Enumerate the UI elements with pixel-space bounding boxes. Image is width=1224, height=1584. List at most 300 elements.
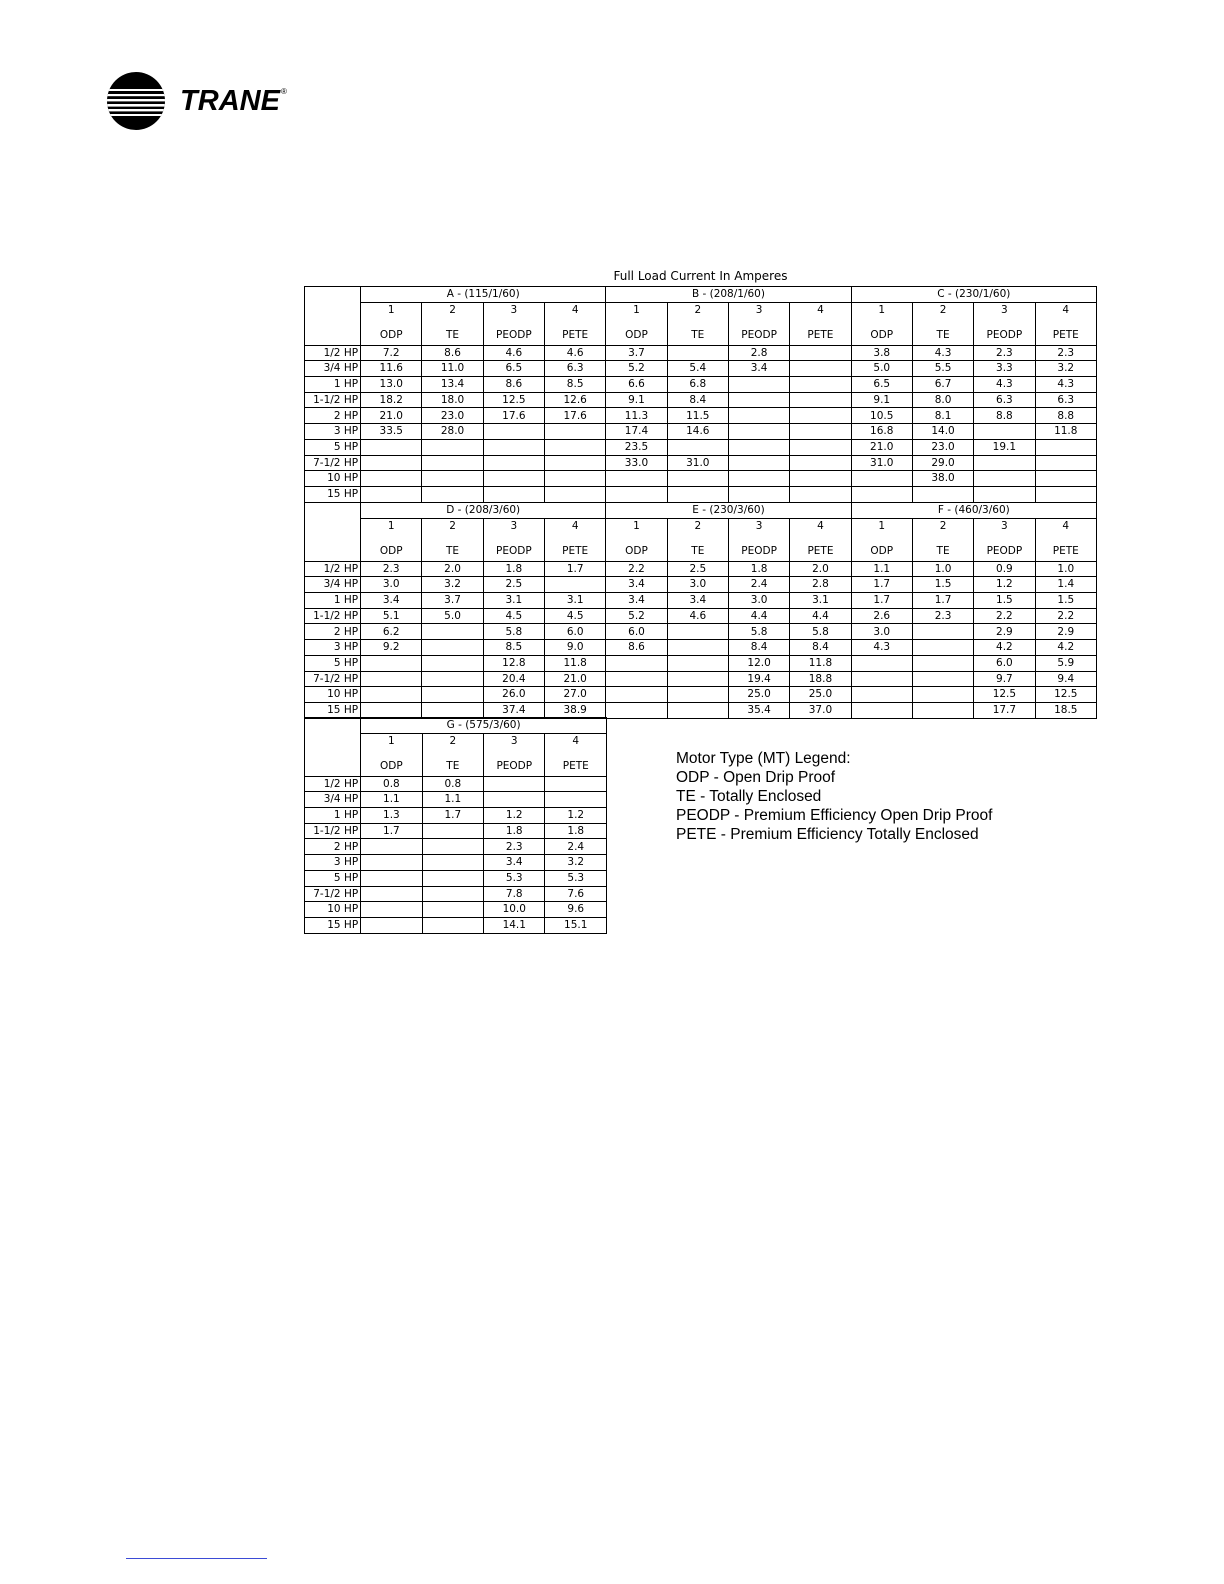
horsepower-label: 1/2 HP (305, 345, 361, 361)
current-cell (422, 471, 483, 487)
motor-type-number: 1 (388, 734, 395, 747)
current-cell (422, 855, 483, 871)
current-cell: 2.9 (1035, 624, 1096, 640)
motor-type-code: TE (446, 544, 460, 557)
current-cell (422, 839, 483, 855)
motor-type-header (422, 302, 483, 345)
current-cell: 2.3 (974, 345, 1035, 361)
current-cell (361, 870, 422, 886)
current-cell: 12.5 (483, 392, 544, 408)
brand-wordmark: TRANE (180, 85, 282, 117)
current-cell: 2.2 (974, 608, 1035, 624)
current-cell (483, 471, 544, 487)
current-cell: 3.7 (606, 345, 667, 361)
current-cell: 21.0 (545, 671, 606, 687)
motor-type-code: PEODP (496, 544, 532, 557)
legend-title: Motor Type (MT) Legend: (676, 750, 851, 767)
motor-type-number: 4 (1062, 519, 1070, 532)
motor-type-header (851, 302, 912, 345)
current-cell (422, 886, 483, 902)
motor-type-header (667, 518, 728, 561)
motor-type-header (790, 518, 851, 561)
table-row (305, 702, 1097, 718)
horsepower-label: 7-1/2 HP (305, 455, 361, 471)
motor-type-code: PETE (562, 328, 589, 341)
current-cell (667, 486, 728, 502)
current-cell (422, 687, 483, 703)
horsepower-label: 2 HP (305, 624, 361, 640)
current-cell (422, 702, 483, 718)
current-cell (422, 823, 483, 839)
motor-type-number: 3 (1001, 303, 1008, 316)
current-cell: 38.0 (912, 471, 973, 487)
motor-type-code: ODP (380, 759, 403, 772)
current-cell: 5.8 (483, 624, 544, 640)
current-cell: 18.2 (361, 392, 422, 408)
current-cell: 4.3 (912, 345, 973, 361)
current-cell: 27.0 (545, 687, 606, 703)
current-cell: 38.9 (545, 702, 606, 718)
motor-type-number: 4 (571, 519, 579, 532)
current-cell: 3.2 (422, 577, 483, 593)
table-row (305, 687, 1097, 703)
current-cell: 2.5 (483, 577, 544, 593)
current-cell (974, 424, 1035, 440)
current-cell: 3.8 (851, 345, 912, 361)
current-cell (361, 671, 422, 687)
motor-type-code: PETE (807, 328, 834, 341)
current-cell: 1.0 (1035, 561, 1096, 577)
motor-type-number: 1 (878, 519, 886, 532)
current-cell (790, 377, 851, 393)
current-cell: 1.3 (361, 808, 422, 824)
current-cell: 6.8 (667, 377, 728, 393)
current-cell: 5.8 (728, 624, 789, 640)
current-cell (606, 702, 667, 718)
current-cell: 35.4 (728, 702, 789, 718)
motor-type-number: 4 (572, 734, 580, 747)
current-cell: 9.0 (545, 640, 606, 656)
current-cell (667, 655, 728, 671)
current-cell: 19.4 (728, 671, 789, 687)
horsepower-label: 1-1/2 HP (305, 823, 361, 839)
current-cell: 4.6 (545, 345, 606, 361)
current-table-single-phase (304, 286, 1097, 503)
current-cell: 0.8 (422, 776, 483, 792)
legend-item: PEODP - Premium Efficiency Open Drip Proof (676, 807, 993, 824)
current-cell (361, 839, 422, 855)
current-table-three-phase (304, 502, 1097, 719)
horsepower-label: 1/2 HP (305, 776, 361, 792)
current-cell: 2.3 (484, 839, 545, 855)
motor-type-code: TE (446, 328, 460, 341)
current-cell: 13.0 (361, 377, 422, 393)
current-cell: 4.4 (728, 608, 789, 624)
motor-type-number: 1 (633, 519, 640, 532)
current-cell: 26.0 (483, 687, 544, 703)
current-cell: 7.2 (361, 345, 422, 361)
current-cell (1035, 455, 1096, 471)
current-cell (422, 455, 483, 471)
motor-type-header (545, 518, 606, 561)
current-cell: 1.5 (974, 593, 1035, 609)
table-row (305, 640, 1097, 656)
current-cell: 1.7 (422, 808, 483, 824)
current-cell (606, 486, 667, 502)
current-cell: 1.2 (545, 808, 607, 824)
table-row (305, 608, 1097, 624)
motor-type-header (361, 518, 422, 561)
voltage-group-header: C - (230/1/60) (851, 287, 1096, 303)
motor-type-row (305, 518, 1097, 561)
current-cell: 3.1 (483, 593, 544, 609)
table-row (305, 671, 1097, 687)
current-cell (912, 640, 973, 656)
current-cell (361, 687, 422, 703)
current-cell: 8.4 (790, 640, 851, 656)
current-cell: 19.1 (974, 439, 1035, 455)
current-cell (606, 687, 667, 703)
current-cell (974, 471, 1035, 487)
current-cell (790, 361, 851, 377)
legend-item: TE - Totally Enclosed (676, 788, 822, 805)
current-cell: 17.7 (974, 702, 1035, 718)
motor-type-number: 2 (449, 519, 456, 532)
motor-type-header (483, 302, 544, 345)
current-cell (361, 702, 422, 718)
motor-type-number: 3 (755, 519, 763, 532)
voltage-group-header: A - (115/1/60) (361, 287, 606, 303)
current-cell: 5.2 (606, 361, 667, 377)
current-cell: 1.1 (851, 561, 912, 577)
current-cell (545, 792, 607, 808)
horsepower-label: 7-1/2 HP (305, 671, 361, 687)
current-cell: 6.0 (974, 655, 1035, 671)
current-cell: 2.2 (606, 561, 667, 577)
voltage-group-header: G - (575/3/60) (361, 718, 607, 734)
motor-type-header (484, 733, 545, 776)
table-row (305, 855, 607, 871)
current-cell: 14.6 (667, 424, 728, 440)
current-cell (545, 471, 606, 487)
current-cell: 6.0 (545, 624, 606, 640)
current-cell: 3.2 (545, 855, 607, 871)
current-cell: 5.0 (851, 361, 912, 377)
current-cell: 5.9 (1035, 655, 1096, 671)
current-cell: 2.3 (1035, 345, 1096, 361)
current-cell: 3.1 (790, 593, 851, 609)
motor-type-header (974, 518, 1035, 561)
motor-type-code: PETE (1052, 544, 1079, 557)
current-cell: 7.6 (545, 886, 607, 902)
current-cell: 28.0 (422, 424, 483, 440)
current-cell (361, 917, 422, 933)
current-cell: 13.4 (422, 377, 483, 393)
current-cell: 18.0 (422, 392, 483, 408)
table-row (305, 823, 607, 839)
current-cell: 2.0 (790, 561, 851, 577)
motor-type-code: ODP (625, 328, 648, 341)
current-cell: 5.8 (790, 624, 851, 640)
current-cell (422, 624, 483, 640)
current-cell (728, 471, 789, 487)
horsepower-label: 15 HP (305, 702, 361, 718)
motor-type-code: ODP (870, 328, 894, 341)
current-cell: 15.1 (545, 917, 607, 933)
corner-cell (305, 503, 361, 562)
current-cell (728, 377, 789, 393)
motor-type-header (667, 302, 728, 345)
group-header-row (305, 503, 1097, 519)
current-cell: 2.3 (361, 561, 422, 577)
current-cell (728, 392, 789, 408)
current-cell: 14.1 (484, 917, 545, 933)
current-cell: 8.5 (483, 640, 544, 656)
current-cell: 1.4 (1035, 577, 1096, 593)
current-cell (667, 439, 728, 455)
motor-type-code: PEODP (741, 328, 777, 341)
motor-type-code: TE (691, 544, 705, 557)
motor-type-header (545, 302, 606, 345)
current-cell: 0.9 (974, 561, 1035, 577)
current-cell: 8.4 (667, 392, 728, 408)
motor-type-number: 2 (449, 303, 456, 316)
current-cell (483, 486, 544, 502)
motor-type-number: 3 (510, 734, 518, 747)
trane-logo-mark (106, 70, 296, 132)
current-cell: 31.0 (667, 455, 728, 471)
current-cell: 5.3 (484, 870, 545, 886)
current-cell: 12.6 (545, 392, 606, 408)
motor-type-code: ODP (379, 328, 403, 341)
current-cell: 11.0 (422, 361, 483, 377)
group-header-row (305, 718, 607, 734)
current-cell: 8.6 (422, 345, 483, 361)
current-cell (361, 855, 422, 871)
current-cell (728, 486, 789, 502)
current-cell: 2.0 (422, 561, 483, 577)
current-cell: 2.5 (667, 561, 728, 577)
current-cell: 1.1 (422, 792, 483, 808)
current-cell: 5.0 (422, 608, 483, 624)
motor-type-code: PEODP (496, 328, 532, 341)
current-cell (545, 776, 607, 792)
motor-type-number: 4 (571, 303, 579, 316)
current-cell: 2.3 (912, 608, 973, 624)
motor-type-number: 2 (694, 303, 702, 316)
motor-type-number: 2 (694, 519, 702, 532)
current-cell (545, 424, 606, 440)
current-cell: 21.0 (361, 408, 422, 424)
motor-type-code: PETE (1052, 328, 1079, 341)
motor-type-header (728, 302, 789, 345)
motor-type-header (422, 733, 483, 776)
current-cell (851, 687, 912, 703)
current-cell: 11.8 (545, 655, 606, 671)
current-cell: 6.3 (1035, 392, 1096, 408)
current-cell (667, 345, 728, 361)
current-cell (422, 655, 483, 671)
current-cell: 7.8 (484, 886, 545, 902)
current-cell: 1.2 (484, 808, 545, 824)
horsepower-label: 3/4 HP (305, 577, 361, 593)
current-cell: 9.1 (606, 392, 667, 408)
current-table-575v (304, 717, 607, 934)
horsepower-label: 1-1/2 HP (305, 392, 361, 408)
motor-type-number: 2 (939, 519, 947, 532)
current-cell (545, 577, 606, 593)
table-row (305, 471, 1097, 487)
voltage-group-header: E - (230/3/60) (606, 503, 851, 519)
current-cell: 25.0 (790, 687, 851, 703)
horsepower-label: 2 HP (305, 839, 361, 855)
horsepower-label: 10 HP (305, 687, 361, 703)
motor-type-code: PETE (562, 759, 589, 772)
current-cell: 3.4 (361, 593, 422, 609)
current-cell: 9.2 (361, 640, 422, 656)
current-cell: 11.8 (790, 655, 851, 671)
table-row (305, 408, 1097, 424)
current-cell (790, 455, 851, 471)
table-row (305, 655, 1097, 671)
horsepower-label: 10 HP (305, 902, 361, 918)
table-row (305, 455, 1097, 471)
current-cell (851, 471, 912, 487)
current-cell (912, 486, 973, 502)
table-row (305, 486, 1097, 502)
trademark-symbol: ® (281, 87, 287, 96)
motor-type-number: 4 (817, 303, 824, 316)
current-cell: 2.2 (1035, 608, 1096, 624)
current-cell (790, 486, 851, 502)
table-row (305, 577, 1097, 593)
current-cell: 18.5 (1035, 702, 1096, 718)
current-cell: 11.5 (667, 408, 728, 424)
motor-type-header (851, 518, 912, 561)
current-cell: 3.4 (728, 361, 789, 377)
current-cell (422, 486, 483, 502)
corner-cell (305, 718, 361, 777)
current-cell (974, 455, 1035, 471)
table-row (305, 886, 607, 902)
table-row (305, 917, 607, 933)
motor-type-header (545, 733, 607, 776)
motor-type-number: 2 (939, 303, 947, 316)
horsepower-label: 15 HP (305, 917, 361, 933)
current-cell: 23.0 (912, 439, 973, 455)
current-cell: 25.0 (728, 687, 789, 703)
motor-type-number: 2 (449, 734, 457, 747)
motor-type-header (606, 518, 667, 561)
current-cell: 4.4 (790, 608, 851, 624)
current-cell: 8.1 (912, 408, 973, 424)
current-cell (1035, 471, 1096, 487)
motor-type-header (912, 518, 973, 561)
table-row (305, 593, 1097, 609)
current-cell: 3.2 (1035, 361, 1096, 377)
current-cell: 6.7 (912, 377, 973, 393)
horsepower-label: 5 HP (305, 439, 361, 455)
motor-type-code: ODP (379, 544, 403, 557)
current-cell: 37.4 (483, 702, 544, 718)
table-row (305, 439, 1097, 455)
footer-rule (126, 1558, 267, 1559)
current-cell: 4.5 (545, 608, 606, 624)
current-cell: 3.4 (667, 593, 728, 609)
current-cell: 6.0 (606, 624, 667, 640)
current-cell: 23.5 (606, 439, 667, 455)
motor-type-header (361, 302, 422, 345)
current-cell: 0.8 (361, 776, 422, 792)
current-cell (422, 671, 483, 687)
table-row (305, 361, 1097, 377)
table-row (305, 345, 1097, 361)
current-cell: 4.3 (1035, 377, 1096, 393)
current-cell (606, 655, 667, 671)
current-cell (422, 439, 483, 455)
motor-type-code: ODP (625, 544, 648, 557)
current-cell: 2.4 (545, 839, 607, 855)
motor-type-code: TE (936, 544, 950, 557)
current-cell: 5.4 (667, 361, 728, 377)
current-cell: 9.4 (1035, 671, 1096, 687)
current-cell: 9.7 (974, 671, 1035, 687)
current-cell (361, 455, 422, 471)
current-cell (974, 486, 1035, 502)
corner-cell (305, 287, 361, 346)
motor-type-code: PETE (807, 544, 834, 557)
voltage-group-header: F - (460/3/60) (851, 503, 1096, 519)
voltage-group-header: D - (208/3/60) (361, 503, 606, 519)
current-cell: 1.8 (484, 823, 545, 839)
current-cell: 17.6 (545, 408, 606, 424)
current-cell: 4.2 (1035, 640, 1096, 656)
current-cell (728, 424, 789, 440)
current-cell: 3.3 (974, 361, 1035, 377)
current-cell: 1.7 (912, 593, 973, 609)
current-cell (422, 640, 483, 656)
table-row (305, 776, 607, 792)
current-cell: 10.0 (484, 902, 545, 918)
current-cell: 8.8 (974, 408, 1035, 424)
current-cell: 8.4 (728, 640, 789, 656)
motor-type-header (606, 302, 667, 345)
current-cell (851, 655, 912, 671)
horsepower-label: 3 HP (305, 855, 361, 871)
horsepower-label: 1-1/2 HP (305, 608, 361, 624)
legend-item: ODP - Open Drip Proof (676, 769, 836, 786)
voltage-group-header: B - (208/1/60) (606, 287, 851, 303)
current-cell: 9.6 (545, 902, 607, 918)
current-cell: 1.7 (851, 593, 912, 609)
motor-type-code: PEODP (496, 759, 533, 772)
current-cell: 12.0 (728, 655, 789, 671)
current-cell: 8.6 (606, 640, 667, 656)
motor-type-number: 3 (755, 303, 763, 316)
current-cell: 12.5 (974, 687, 1035, 703)
table-row (305, 839, 607, 855)
current-cell: 21.0 (851, 439, 912, 455)
motor-type-number: 3 (1001, 519, 1008, 532)
motor-type-code: TE (936, 328, 950, 341)
current-cell (422, 917, 483, 933)
horsepower-label: 15 HP (305, 486, 361, 502)
current-cell (912, 702, 973, 718)
current-cell: 2.6 (851, 608, 912, 624)
table-row (305, 624, 1097, 640)
current-cell: 5.2 (606, 608, 667, 624)
current-cell: 12.5 (1035, 687, 1096, 703)
